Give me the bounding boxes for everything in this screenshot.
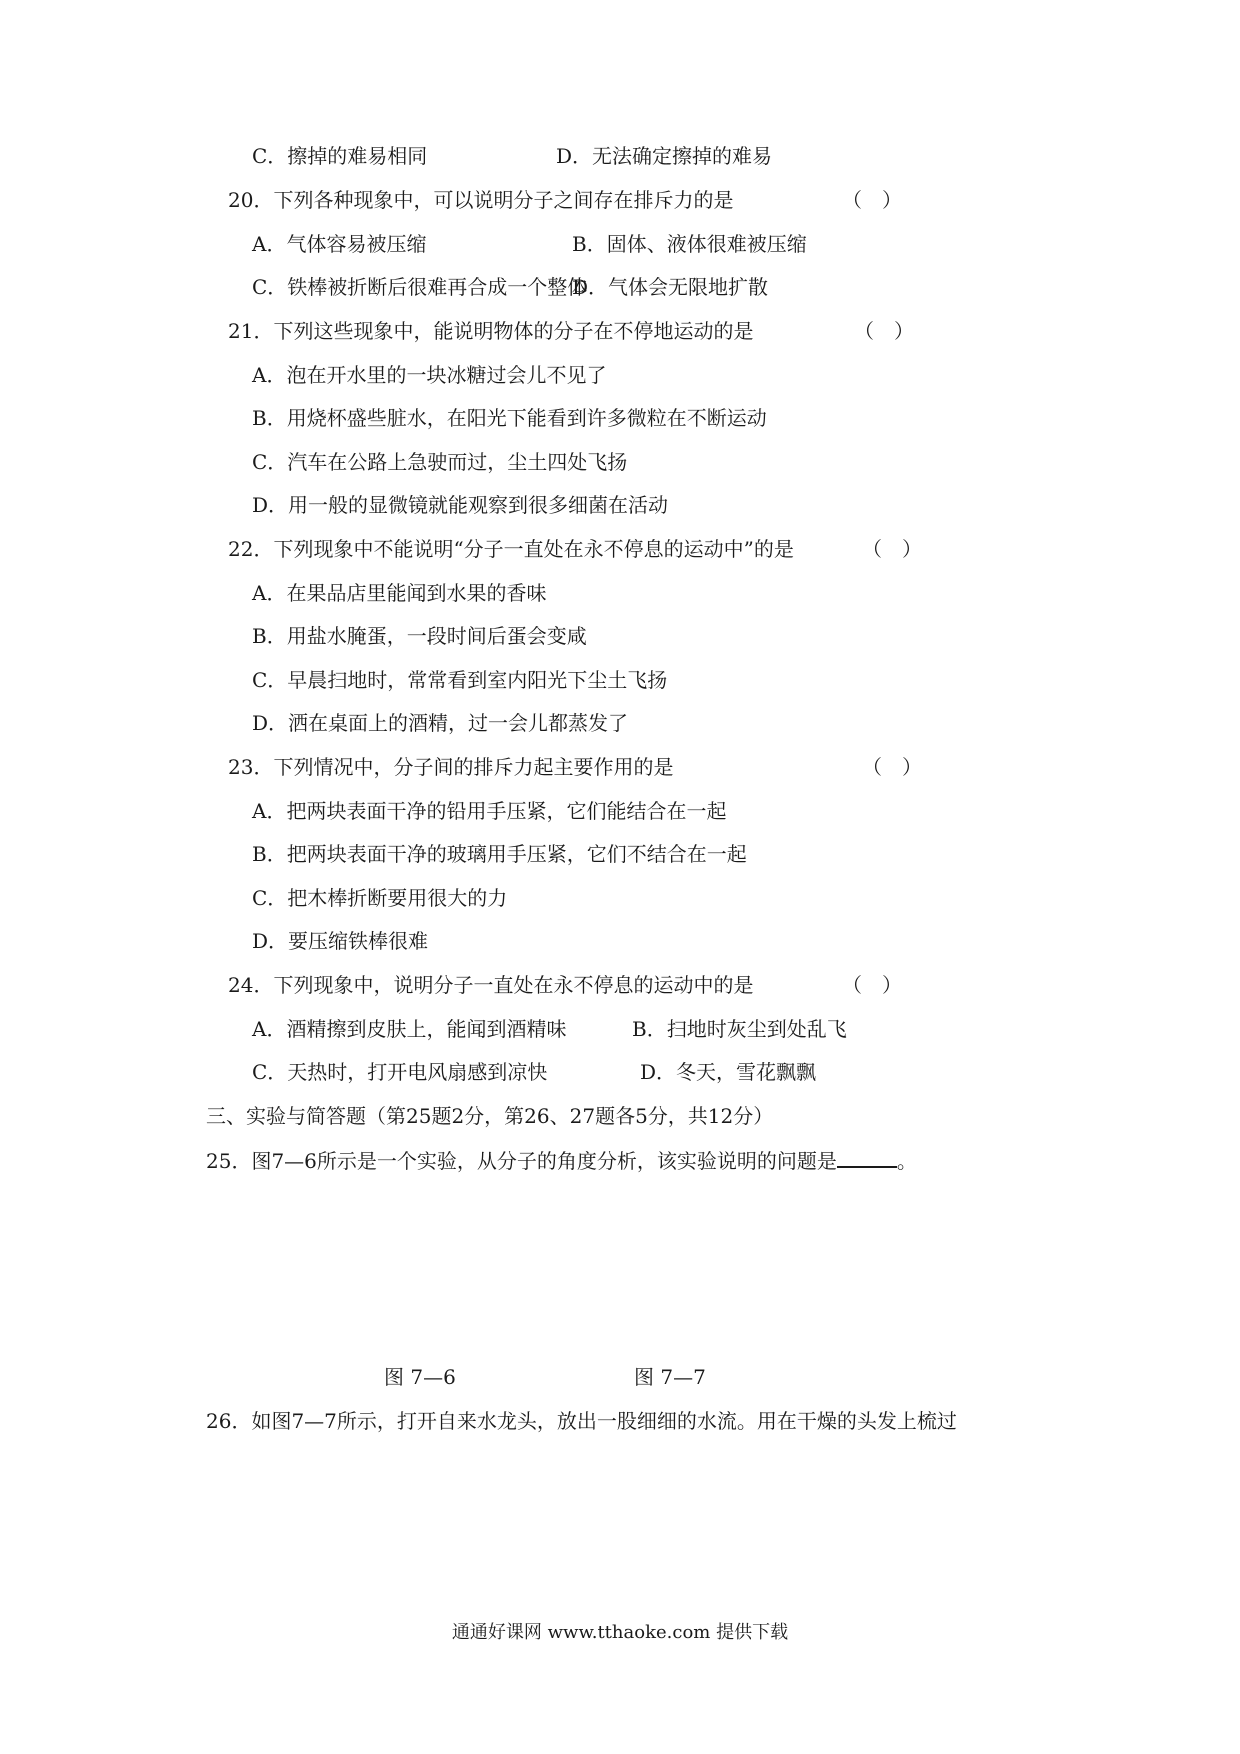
question-20-option-b: B．固体、液体很难被压缩	[572, 232, 807, 256]
question-21-stem: 21．下列这些现象中，能说明物体的分子在不停地运动的是	[228, 319, 754, 343]
question-22-answer-blank: （ ）	[862, 537, 922, 561]
question-21-option-c: C．汽车在公路上急驶而过，尘土四处飞扬	[252, 450, 628, 474]
question-23-option-c: C．把木棒折断要用很大的力	[252, 886, 508, 910]
question-23-option-d: D．要压缩铁棒很难	[252, 929, 429, 953]
page-footer: 通通好课网 www.tthaoke.com 提供下载	[451, 1622, 789, 1643]
question-22-option-d: D．洒在桌面上的酒精，过一会儿都蒸发了	[252, 711, 629, 735]
question-23-option-a: A．把两块表面干净的铅用手压紧，它们能结合在一起	[252, 799, 727, 823]
question-25-fill-blank	[837, 1146, 897, 1168]
question-20-answer-blank: （ ）	[842, 188, 902, 212]
question-20-option-c: C．铁棒被折断后很难再合成一个整体	[252, 275, 588, 299]
question-24-stem: 24．下列现象中，说明分子一直处在永不停息的运动中的是	[228, 973, 754, 997]
question-20-option-a: A．气体容易被压缩	[252, 232, 427, 256]
question-23-stem: 23．下列情况中，分子间的排斥力起主要作用的是	[228, 755, 674, 779]
question-24-option-a: A．酒精擦到皮肤上，能闻到酒精味	[252, 1017, 567, 1041]
question-24-option-c: C．天热时，打开电风扇感到凉快	[252, 1060, 548, 1084]
question-25-stem: 25．图7—6所示是一个实验，从分子的角度分析，该实验说明的问题是	[206, 1149, 837, 1173]
question-22-stem: 22．下列现象中不能说明“分子一直处在永不停息的运动中”的是	[228, 537, 794, 561]
question-22-option-c: C．早晨扫地时，常常看到室内阳光下尘土飞扬	[252, 668, 668, 692]
question-23-answer-blank: （ ）	[862, 755, 922, 779]
question-24-answer-blank: （ ）	[842, 973, 902, 997]
question-21-option-b: B．用烧杯盛些脏水，在阳光下能看到许多微粒在不断运动	[252, 406, 767, 430]
figure-7-6-caption: 图 7—6	[384, 1365, 456, 1389]
question-20-stem: 20．下列各种现象中，可以说明分子之间存在排斥力的是	[228, 188, 734, 212]
question-22-option-a: A．在果品店里能闻到水果的香味	[252, 581, 547, 605]
question-25	[206, 1146, 917, 1175]
question-21-option-a: A．泡在开水里的一块冰糖过会儿不见了	[252, 363, 607, 387]
question-23-option-b: B．把两块表面干净的玻璃用手压紧，它们不结合在一起	[252, 842, 747, 866]
question-25-end: 。	[896, 1149, 917, 1173]
figure-7-7-caption: 图 7—7	[634, 1365, 706, 1389]
question-21-option-d: D．用一般的显微镜就能观察到很多细菌在活动	[252, 493, 669, 517]
option-d-prev: D．无法确定擦掉的难易	[556, 144, 773, 168]
question-20-option-d: D．气体会无限地扩散	[572, 275, 769, 299]
question-24-option-b: B．扫地时灰尘到处乱飞	[632, 1017, 847, 1041]
question-26-stem: 26．如图7—7所示，打开自来水龙头，放出一股细细的水流。用在干燥的头发上梳过	[206, 1409, 957, 1433]
question-21-answer-blank: （ ）	[854, 319, 914, 343]
option-c-prev: C．擦掉的难易相同	[252, 144, 428, 168]
question-24-option-d: D．冬天，雪花飘飘	[640, 1060, 817, 1084]
section-3-heading: 三、实验与简答题（第25题2分，第26、27题各5分，共12分）	[206, 1104, 774, 1128]
question-22-option-b: B．用盐水腌蛋，一段时间后蛋会变咸	[252, 624, 587, 648]
